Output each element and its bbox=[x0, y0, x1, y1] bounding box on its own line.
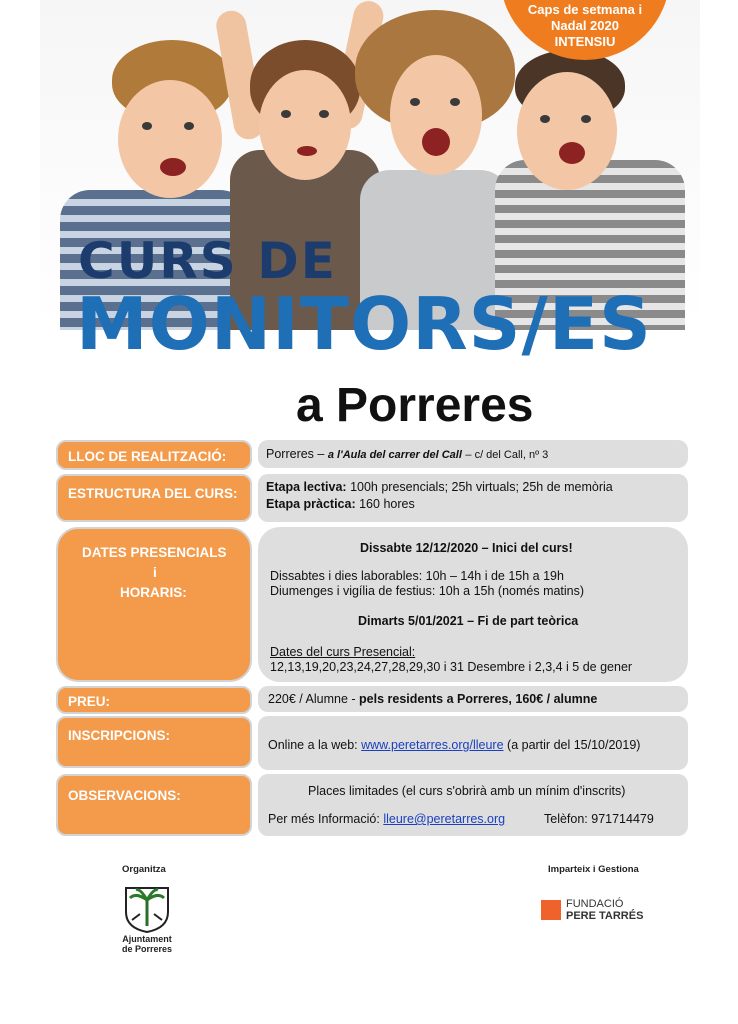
ajuntament-line: Ajuntament bbox=[122, 934, 172, 944]
label-text: LLOC DE REALITZACIÓ: bbox=[68, 449, 227, 464]
title-line-1: CURS DE bbox=[78, 232, 337, 290]
value-estructura bbox=[258, 474, 688, 522]
fundacio-line: FUNDACIÓ bbox=[566, 898, 624, 910]
label-inscripcions bbox=[56, 716, 252, 768]
value-inscripcions bbox=[258, 716, 688, 770]
end-date: Dimarts 5/01/2021 – Fi de part teòrica bbox=[358, 614, 579, 628]
schedule-weekdays: Dissabtes i dies laborables: 10h – 14h i de 15h a 19h bbox=[270, 569, 564, 583]
label-estructura bbox=[56, 474, 252, 522]
title-location: a Porreres bbox=[296, 379, 534, 432]
label-dates bbox=[56, 527, 252, 682]
inscription-date: (a partir del 15/10/2019) bbox=[507, 738, 641, 752]
ajuntament-crest-icon bbox=[122, 882, 172, 934]
dates-list: 12,13,19,20,23,24,27,28,29,30 i 31 Desembre i 2,3,4 i 5 de gener bbox=[270, 660, 633, 674]
etapa-practica-value: 160 hores bbox=[359, 497, 415, 511]
fundacio-name bbox=[566, 898, 643, 922]
start-date: Dissabte 12/12/2020 – Inici del curs! bbox=[360, 541, 573, 555]
label-text: OBSERVACIONS: bbox=[68, 788, 181, 803]
title-line-2: MONITORS/ES bbox=[76, 282, 652, 366]
organitza-label: Organitza bbox=[122, 864, 166, 875]
value-dates bbox=[258, 527, 688, 682]
price-residents: pels residents a Porreres, 160€ / alumne bbox=[359, 692, 598, 706]
places-note: Places limitades (el curs s'obrirà amb un mínim d'inscrits) bbox=[308, 784, 626, 798]
imparteix-label: Imparteix i Gestiona bbox=[548, 864, 639, 875]
label-text: HORARIS: bbox=[120, 585, 187, 600]
etapa-practica-label: Etapa pràctica: bbox=[266, 497, 356, 511]
label-text: INSCRIPCIONS: bbox=[68, 728, 171, 743]
schedule-sundays: Diumenges i vigília de festius: 10h a 15h (només matins) bbox=[270, 584, 585, 598]
ajuntament-line: de Porreres bbox=[121, 944, 173, 954]
value-preu bbox=[258, 686, 688, 712]
label-lloc bbox=[56, 440, 252, 470]
registration-link[interactable]: www.peretarres.org/lleure bbox=[361, 738, 504, 752]
label-text: DATES PRESENCIALS bbox=[82, 545, 227, 560]
value-lloc bbox=[258, 440, 688, 468]
lloc-place: a l'Aula del carrer del Call bbox=[327, 449, 462, 461]
lloc-address: – c/ del Call, nº 3 bbox=[465, 449, 549, 461]
fundacio-logo-icon bbox=[541, 900, 561, 920]
price-standard: 220€ / Alumne - bbox=[268, 692, 356, 706]
inscription-text: Online a la web: bbox=[268, 738, 358, 752]
info-text: Per més Informació: bbox=[268, 812, 380, 826]
badge-line: Nadal 2020 bbox=[551, 18, 619, 33]
etapa-lectiva-value: 100h presencials; 25h virtuals; 25h de memòria bbox=[350, 480, 613, 494]
label-observacions bbox=[56, 774, 252, 836]
value-observacions bbox=[258, 774, 688, 836]
badge-line: Caps de setmana i bbox=[527, 2, 643, 17]
phone-number: Telèfon: 971714479 bbox=[544, 812, 654, 826]
label-text: ESTRUCTURA DEL CURS: bbox=[68, 486, 238, 501]
dates-title: Dates del curs Presencial: bbox=[270, 645, 416, 659]
lloc-town: Porreres – bbox=[266, 447, 325, 461]
ajuntament-name bbox=[110, 934, 184, 954]
label-text: PREU: bbox=[68, 694, 111, 709]
badge-line: INTENSIU bbox=[554, 34, 616, 49]
label-preu bbox=[56, 686, 252, 714]
etapa-lectiva-label: Etapa lectiva: bbox=[266, 480, 347, 494]
email-link[interactable]: lleure@peretarres.org bbox=[383, 812, 506, 826]
fundacio-line: PERE TARRÉS bbox=[566, 910, 644, 922]
label-text: i bbox=[153, 565, 157, 580]
